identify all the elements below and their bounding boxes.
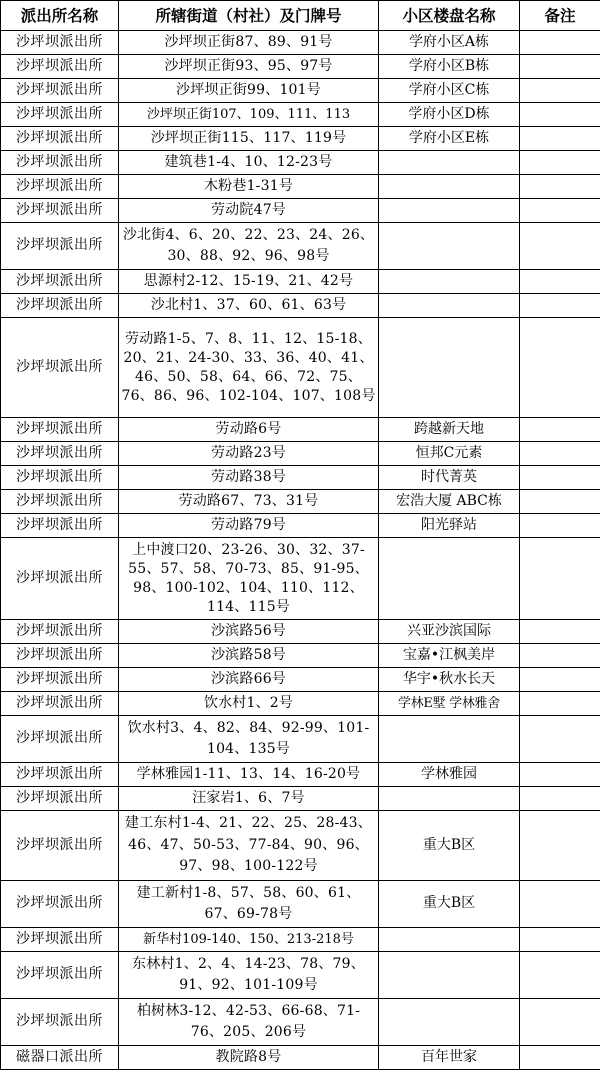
remark-cell bbox=[520, 55, 600, 79]
station-cell: 沙坪坝派出所 bbox=[1, 31, 119, 55]
complex-cell: 时代菁英 bbox=[379, 466, 520, 490]
remark-cell bbox=[520, 716, 600, 763]
station-cell: 沙坪坝派出所 bbox=[1, 55, 119, 79]
table-row bbox=[1, 466, 600, 490]
complex-cell bbox=[379, 716, 520, 763]
remark-cell bbox=[520, 787, 600, 811]
remark-cell bbox=[520, 199, 600, 223]
complex-cell: 学林雅园 bbox=[379, 763, 520, 787]
table-row bbox=[1, 490, 600, 514]
table-row bbox=[1, 294, 600, 318]
complex-cell bbox=[379, 270, 520, 294]
header-address: 所辖街道（村社）及门牌号 bbox=[119, 1, 379, 31]
table-row bbox=[1, 79, 600, 103]
address-cell: 沙坪坝正街107、109、111、113 bbox=[119, 103, 379, 127]
address-cell: 沙坪坝正街99、101号 bbox=[119, 79, 379, 103]
station-cell: 沙坪坝派出所 bbox=[1, 294, 119, 318]
table-row bbox=[1, 55, 600, 79]
remark-cell bbox=[520, 668, 600, 692]
table-row bbox=[1, 151, 600, 175]
address-cell: 教院路8号 bbox=[119, 1046, 379, 1070]
address-cell: 沙北村1、37、60、61、63号 bbox=[119, 294, 379, 318]
address-cell: 饮水村1、2号 bbox=[119, 692, 379, 716]
complex-cell bbox=[379, 294, 520, 318]
complex-cell: 学府小区C栋 bbox=[379, 79, 520, 103]
station-cell: 沙坪坝派出所 bbox=[1, 466, 119, 490]
table-row bbox=[1, 811, 600, 881]
complex-cell bbox=[379, 928, 520, 952]
address-cell: 沙坪坝正街87、89、91号 bbox=[119, 31, 379, 55]
address-cell: 新华村109-140、150、213-218号 bbox=[119, 928, 379, 952]
table-row bbox=[1, 716, 600, 763]
remark-cell bbox=[520, 151, 600, 175]
complex-cell bbox=[379, 199, 520, 223]
table-row bbox=[1, 175, 600, 199]
table-row bbox=[1, 318, 600, 418]
complex-cell: 重大B区 bbox=[379, 881, 520, 928]
table-row bbox=[1, 644, 600, 668]
station-cell: 沙坪坝派出所 bbox=[1, 199, 119, 223]
address-cell: 劳动院47号 bbox=[119, 199, 379, 223]
table-row bbox=[1, 270, 600, 294]
station-cell: 沙坪坝派出所 bbox=[1, 79, 119, 103]
station-cell: 磁器口派出所 bbox=[1, 1046, 119, 1070]
station-cell: 沙坪坝派出所 bbox=[1, 668, 119, 692]
address-cell: 沙滨路66号 bbox=[119, 668, 379, 692]
complex-cell: 华宇•秋水长天 bbox=[379, 668, 520, 692]
complex-cell: 阳光驿站 bbox=[379, 514, 520, 538]
complex-cell bbox=[379, 175, 520, 199]
remark-cell bbox=[520, 928, 600, 952]
station-cell: 沙坪坝派出所 bbox=[1, 514, 119, 538]
remark-cell bbox=[520, 294, 600, 318]
address-cell: 沙滨路58号 bbox=[119, 644, 379, 668]
station-cell: 沙坪坝派出所 bbox=[1, 999, 119, 1046]
remark-cell bbox=[520, 223, 600, 270]
address-cell: 劳动路6号 bbox=[119, 418, 379, 442]
address-cell: 劳动路1-5、7、8、11、12、15-18、20、21、24-30、33、36、40、41、46、50、58、64、66、72、75、76、86、96、102-104、107、108号 bbox=[119, 318, 379, 418]
remark-cell bbox=[520, 692, 600, 716]
header-remark: 备注 bbox=[520, 1, 600, 31]
remark-cell bbox=[520, 881, 600, 928]
table-row bbox=[1, 881, 600, 928]
station-cell: 沙坪坝派出所 bbox=[1, 175, 119, 199]
table-row bbox=[1, 442, 600, 466]
remark-cell bbox=[520, 620, 600, 644]
address-cell: 劳动路38号 bbox=[119, 466, 379, 490]
address-cell: 建筑巷1-4、10、12-23号 bbox=[119, 151, 379, 175]
address-cell: 学林雅园1-11、13、14、16-20号 bbox=[119, 763, 379, 787]
station-cell: 沙坪坝派出所 bbox=[1, 442, 119, 466]
remark-cell bbox=[520, 1046, 600, 1070]
station-cell: 沙坪坝派出所 bbox=[1, 538, 119, 620]
station-cell: 沙坪坝派出所 bbox=[1, 318, 119, 418]
remark-cell bbox=[520, 127, 600, 151]
complex-cell: 重大B区 bbox=[379, 811, 520, 881]
station-cell: 沙坪坝派出所 bbox=[1, 787, 119, 811]
complex-cell: 兴亚沙滨国际 bbox=[379, 620, 520, 644]
complex-cell: 宝嘉•江枫美岸 bbox=[379, 644, 520, 668]
address-cell: 木粉巷1-31号 bbox=[119, 175, 379, 199]
remark-cell bbox=[520, 490, 600, 514]
table-row bbox=[1, 223, 600, 270]
table-row bbox=[1, 31, 600, 55]
complex-cell bbox=[379, 151, 520, 175]
complex-cell: 学府小区D栋 bbox=[379, 103, 520, 127]
address-cell: 建工新村1-8、57、58、60、61、67、69-78号 bbox=[119, 881, 379, 928]
station-cell: 沙坪坝派出所 bbox=[1, 928, 119, 952]
complex-cell bbox=[379, 999, 520, 1046]
table-row bbox=[1, 538, 600, 620]
station-cell: 沙坪坝派出所 bbox=[1, 418, 119, 442]
table-row bbox=[1, 668, 600, 692]
address-cell: 饮水村3、4、82、84、92-99、101-104、135号 bbox=[119, 716, 379, 763]
complex-cell: 跨越新天地 bbox=[379, 418, 520, 442]
station-cell: 沙坪坝派出所 bbox=[1, 881, 119, 928]
complex-cell bbox=[379, 538, 520, 620]
station-cell: 沙坪坝派出所 bbox=[1, 952, 119, 999]
complex-cell bbox=[379, 223, 520, 270]
remark-cell bbox=[520, 999, 600, 1046]
header-complex: 小区楼盘名称 bbox=[379, 1, 520, 31]
table-row bbox=[1, 514, 600, 538]
address-cell: 思源村2-12、15-19、21、42号 bbox=[119, 270, 379, 294]
complex-cell bbox=[379, 787, 520, 811]
address-cell: 上中渡口20、23-26、30、32、37-55、57、58、70-73、85、91-95、98、100-102、104、110、112、114、115号 bbox=[119, 538, 379, 620]
station-cell: 沙坪坝派出所 bbox=[1, 223, 119, 270]
remark-cell bbox=[520, 175, 600, 199]
table-row bbox=[1, 787, 600, 811]
table-row bbox=[1, 1046, 600, 1070]
complex-cell: 宏浩大厦 ABC栋 bbox=[379, 490, 520, 514]
address-cell: 沙坪坝正街115、117、119号 bbox=[119, 127, 379, 151]
address-cell: 东林村1、2、4、14-23、78、79、91、92、101-109号 bbox=[119, 952, 379, 999]
header-station: 派出所名称 bbox=[1, 1, 119, 31]
remark-cell bbox=[520, 514, 600, 538]
station-cell: 沙坪坝派出所 bbox=[1, 490, 119, 514]
table-row bbox=[1, 952, 600, 999]
address-cell: 劳动路23号 bbox=[119, 442, 379, 466]
complex-cell: 学府小区E栋 bbox=[379, 127, 520, 151]
address-cell: 柏树林3-12、42-53、66-68、71-76、205、206号 bbox=[119, 999, 379, 1046]
table-row bbox=[1, 928, 600, 952]
remark-cell bbox=[520, 644, 600, 668]
station-cell: 沙坪坝派出所 bbox=[1, 811, 119, 881]
address-cell: 建工东村1-4、21、22、25、28-43、46、47、50-53、77-84、90、96、97、98、100-122号 bbox=[119, 811, 379, 881]
remark-cell bbox=[520, 466, 600, 490]
remark-cell bbox=[520, 318, 600, 418]
table-row bbox=[1, 127, 600, 151]
station-cell: 沙坪坝派出所 bbox=[1, 151, 119, 175]
table-row bbox=[1, 103, 600, 127]
complex-cell: 学府小区A栋 bbox=[379, 31, 520, 55]
station-cell: 沙坪坝派出所 bbox=[1, 620, 119, 644]
remark-cell bbox=[520, 270, 600, 294]
complex-cell: 恒邦C元素 bbox=[379, 442, 520, 466]
remark-cell bbox=[520, 538, 600, 620]
station-cell: 沙坪坝派出所 bbox=[1, 644, 119, 668]
table-row bbox=[1, 763, 600, 787]
complex-cell bbox=[379, 318, 520, 418]
station-cell: 沙坪坝派出所 bbox=[1, 103, 119, 127]
remark-cell bbox=[520, 442, 600, 466]
table-header-row bbox=[1, 1, 600, 31]
remark-cell bbox=[520, 31, 600, 55]
complex-cell: 学林E墅 学林雅舍 bbox=[379, 692, 520, 716]
remark-cell bbox=[520, 103, 600, 127]
station-cell: 沙坪坝派出所 bbox=[1, 716, 119, 763]
station-cell: 沙坪坝派出所 bbox=[1, 127, 119, 151]
table-row bbox=[1, 692, 600, 716]
remark-cell bbox=[520, 79, 600, 103]
station-cell: 沙坪坝派出所 bbox=[1, 692, 119, 716]
remark-cell bbox=[520, 811, 600, 881]
complex-cell: 百年世家 bbox=[379, 1046, 520, 1070]
address-cell: 沙北街4、6、20、22、23、24、26、30、88、92、96、98号 bbox=[119, 223, 379, 270]
station-cell: 沙坪坝派出所 bbox=[1, 763, 119, 787]
complex-cell bbox=[379, 952, 520, 999]
address-cell: 劳动路67、73、31号 bbox=[119, 490, 379, 514]
address-cell: 汪家岩1、6、7号 bbox=[119, 787, 379, 811]
station-cell: 沙坪坝派出所 bbox=[1, 270, 119, 294]
complex-cell: 学府小区B栋 bbox=[379, 55, 520, 79]
address-cell: 劳动路79号 bbox=[119, 514, 379, 538]
table-row bbox=[1, 620, 600, 644]
address-cell: 沙坪坝正街93、95、97号 bbox=[119, 55, 379, 79]
table-row bbox=[1, 199, 600, 223]
table-row bbox=[1, 418, 600, 442]
remark-cell bbox=[520, 763, 600, 787]
table-row bbox=[1, 999, 600, 1046]
address-cell: 沙滨路56号 bbox=[119, 620, 379, 644]
remark-cell bbox=[520, 418, 600, 442]
remark-cell bbox=[520, 952, 600, 999]
